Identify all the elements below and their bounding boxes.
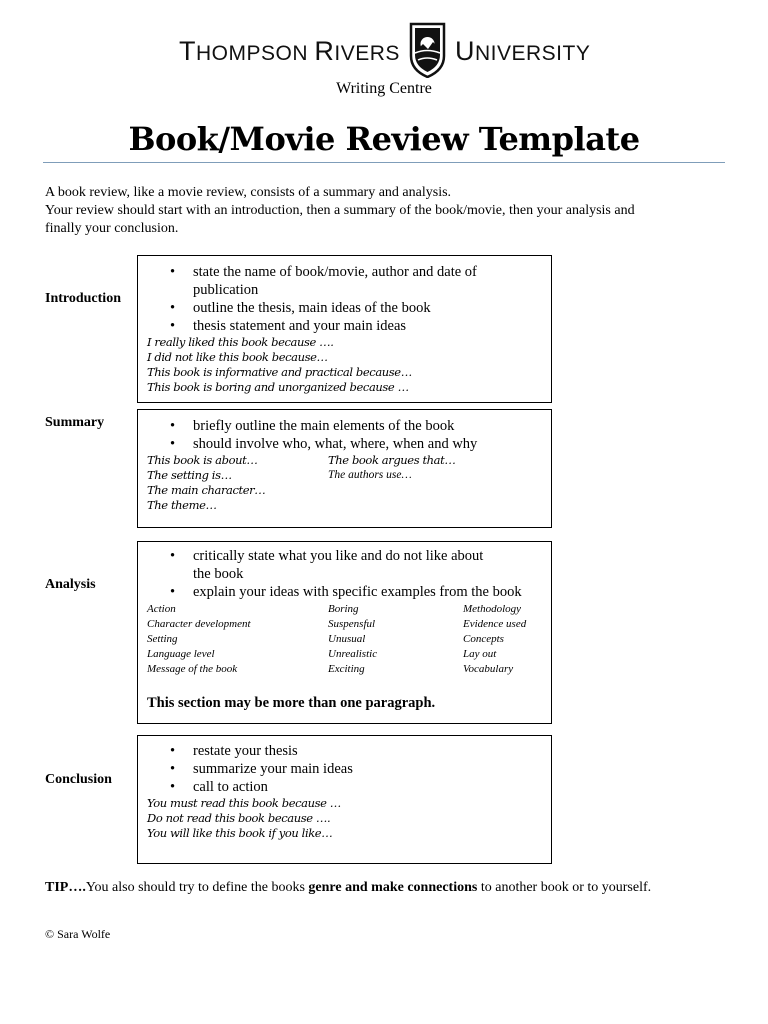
title-divider (43, 162, 725, 163)
intro-line: finally your conclusion. (45, 221, 179, 236)
introduction-bullets (138, 263, 551, 335)
conclusion-box (137, 735, 552, 864)
example-phrase: The book argues that… (328, 453, 456, 467)
example-phrase: You will like this book if you like… (147, 826, 333, 840)
summary-bullets (138, 417, 551, 453)
term: Suspensful (328, 618, 376, 630)
intro-line: Your review should start with an introduction, then a summary of the book/movie, then your analysis and (45, 203, 635, 218)
tip-paragraph (45, 880, 651, 896)
analysis-terms-col1 (147, 602, 251, 677)
example-phrase: This book is about… (147, 453, 258, 467)
example-phrase: Do not read this book because …. (147, 811, 331, 825)
example-phrase: This book is informative and practical because… (147, 365, 412, 379)
term: Setting (147, 633, 178, 645)
bullet-item: • restate your thesis (138, 742, 493, 760)
logo-text-right: UNIVERSITY (455, 36, 591, 66)
tip-emphasis: genre and make connections (308, 880, 478, 895)
term: Exciting (328, 663, 365, 675)
bullet-item: • critically state what you like and do not like about the book (138, 547, 493, 583)
analysis-box (137, 541, 552, 724)
term: Message of the book (147, 663, 238, 675)
conclusion-bullets (138, 742, 551, 796)
term: Character development (147, 618, 251, 630)
term: Methodology (463, 603, 522, 615)
bullet-item: • summarize your main ideas (138, 760, 493, 778)
bullet-item: • state the name of book/movie, author and date of publication (138, 263, 493, 299)
tip-prefix: TIP…. (45, 880, 86, 895)
bullet-item: • explain your ideas with specific examples from the book (138, 583, 583, 601)
term: Unrealistic (328, 648, 378, 660)
analysis-terms-col3 (463, 602, 526, 677)
section-label-conclusion: Conclusion (45, 772, 112, 787)
subtitle: Writing Centre (336, 80, 432, 97)
analysis-bullets (138, 547, 551, 601)
term: Concepts (463, 633, 504, 645)
example-phrase: The authors use… (328, 469, 412, 481)
intro-line: A book review, like a movie review, consists of a summary and analysis. (45, 185, 452, 200)
bullet-item: • briefly outline the main elements of the book (138, 417, 533, 435)
bullet-item: • call to action (138, 778, 493, 796)
example-phrase: The main character… (147, 483, 266, 497)
term: Evidence used (463, 618, 527, 630)
section-label-summary: Summary (45, 415, 105, 430)
analysis-terms-col2 (328, 602, 377, 677)
logo-text-left: THOMPSON RIVERS (179, 36, 400, 66)
intro-paragraph (45, 184, 725, 238)
term: Vocabulary (463, 663, 514, 675)
term: Action (147, 603, 176, 615)
example-phrase: I really liked this book because …. (147, 335, 334, 349)
example-phrase: You must read this book because … (147, 796, 341, 810)
introduction-examples (147, 335, 412, 395)
copyright: © Sara Wolfe (45, 927, 111, 941)
bullet-item: • should involve who, what, where, when and why (138, 435, 533, 453)
university-logo (0, 22, 768, 80)
introduction-box (137, 255, 552, 403)
analysis-note: This section may be more than one paragraph. (147, 695, 436, 711)
term: Unusual (328, 633, 366, 645)
tip-text-end: to another book or to yourself. (477, 880, 652, 895)
page-title: Book/Movie Review Template (128, 120, 640, 158)
summary-examples-left (147, 453, 265, 513)
summary-examples-right (328, 453, 455, 483)
example-phrase: I did not like this book because… (147, 350, 328, 364)
summary-box (137, 409, 552, 528)
example-phrase: The theme… (147, 498, 217, 512)
tip-text: You also should try to define the books (85, 880, 309, 895)
conclusion-examples (147, 796, 341, 841)
section-label-introduction: Introduction (45, 291, 121, 306)
example-phrase: The setting is… (147, 468, 232, 482)
bullet-item: • thesis statement and your main ideas (138, 317, 493, 335)
term: Lay out (463, 648, 497, 660)
example-phrase: This book is boring and unorganized because … (147, 380, 409, 394)
term: Language level (147, 648, 215, 660)
shield-icon (409, 22, 446, 78)
term: Boring (328, 603, 359, 615)
section-label-analysis: Analysis (45, 577, 96, 592)
bullet-item: • outline the thesis, main ideas of the book (138, 299, 493, 317)
